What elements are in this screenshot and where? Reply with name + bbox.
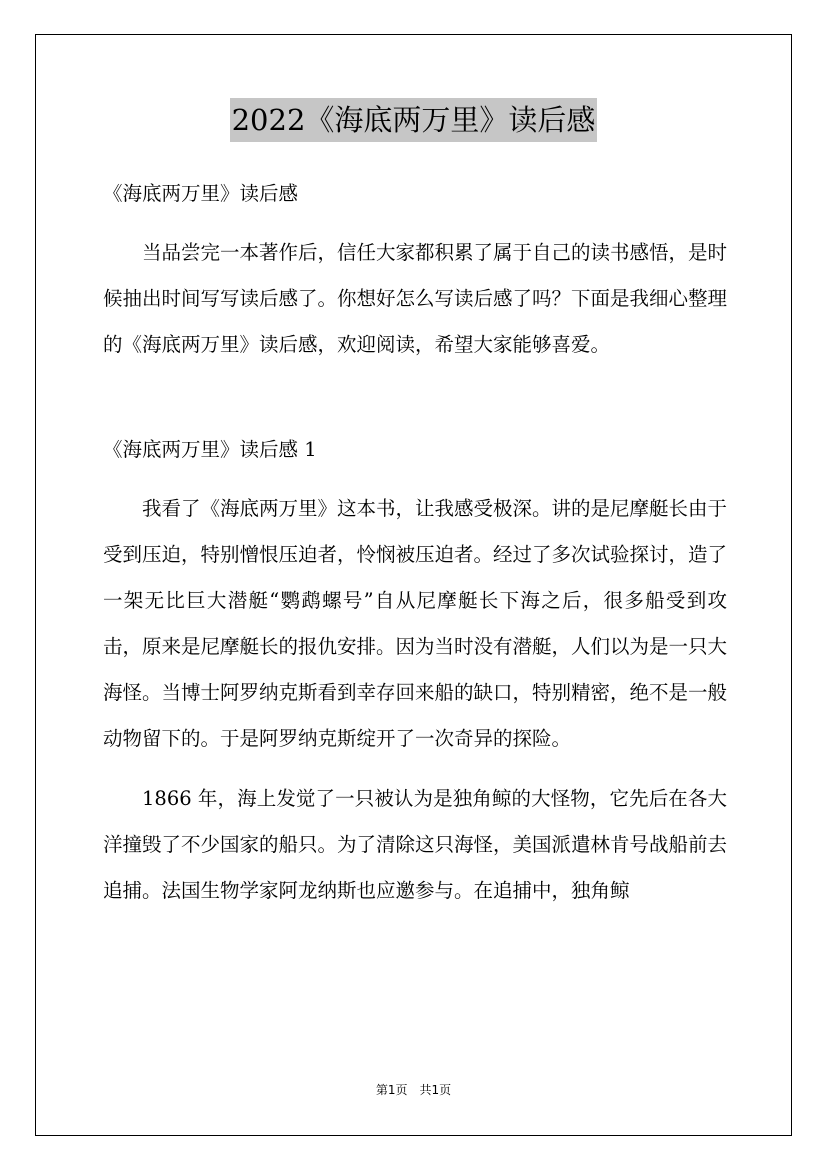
document-body bbox=[103, 172, 727, 914]
section-heading-1: 《海底两万里》读后感 1 bbox=[103, 438, 317, 461]
document-title: 2022《海底两万里》读后感 bbox=[230, 98, 598, 142]
section1-paragraph-2: 1866 年，海上发觉了一只被认为是独角鲸的大怪物，它先后在各大洋撞毁了不少国家的船只。为了清除这只海怪，美国派遣林肯号战船前去追捕。法国生物学家阿龙纳斯也应邀参与。在追捕中，独角鲸 bbox=[103, 787, 728, 902]
section1-paragraph-1: 我看了《海底两万里》这本书，让我感受极深。讲的是尼摩艇长由于受到压迫，特别憎恨压迫者，怜悯被压迫者。经过了多次试验探讨，造了一架无比巨大潜艇“鹦鹉螺号”自从尼摩艇长下海之后，很多船受到攻击，原来是尼摩艇长的报仇安排。因为当时没有潜艇，人们以为是一只大海怪。当博士阿罗纳克斯看到幸存回来船的缺口，特别精密，绝不是一般动物留下的。于是阿罗纳克斯绽开了一次奇异的探险。 bbox=[103, 497, 728, 750]
subtitle-heading: 《海底两万里》读后感 bbox=[103, 182, 299, 205]
title-container bbox=[0, 98, 827, 142]
page-footer: 第1页 共1页 bbox=[375, 1083, 452, 1097]
intro-paragraph: 当品尝完一本著作后，信任大家都积累了属于自己的读书感悟，是时候抽出时间写写读后感了。你想好怎么写读后感了吗？下面是我细心整理的《海底两万里》读后感，欢迎阅读，希望大家能够喜爱。 bbox=[103, 241, 728, 356]
